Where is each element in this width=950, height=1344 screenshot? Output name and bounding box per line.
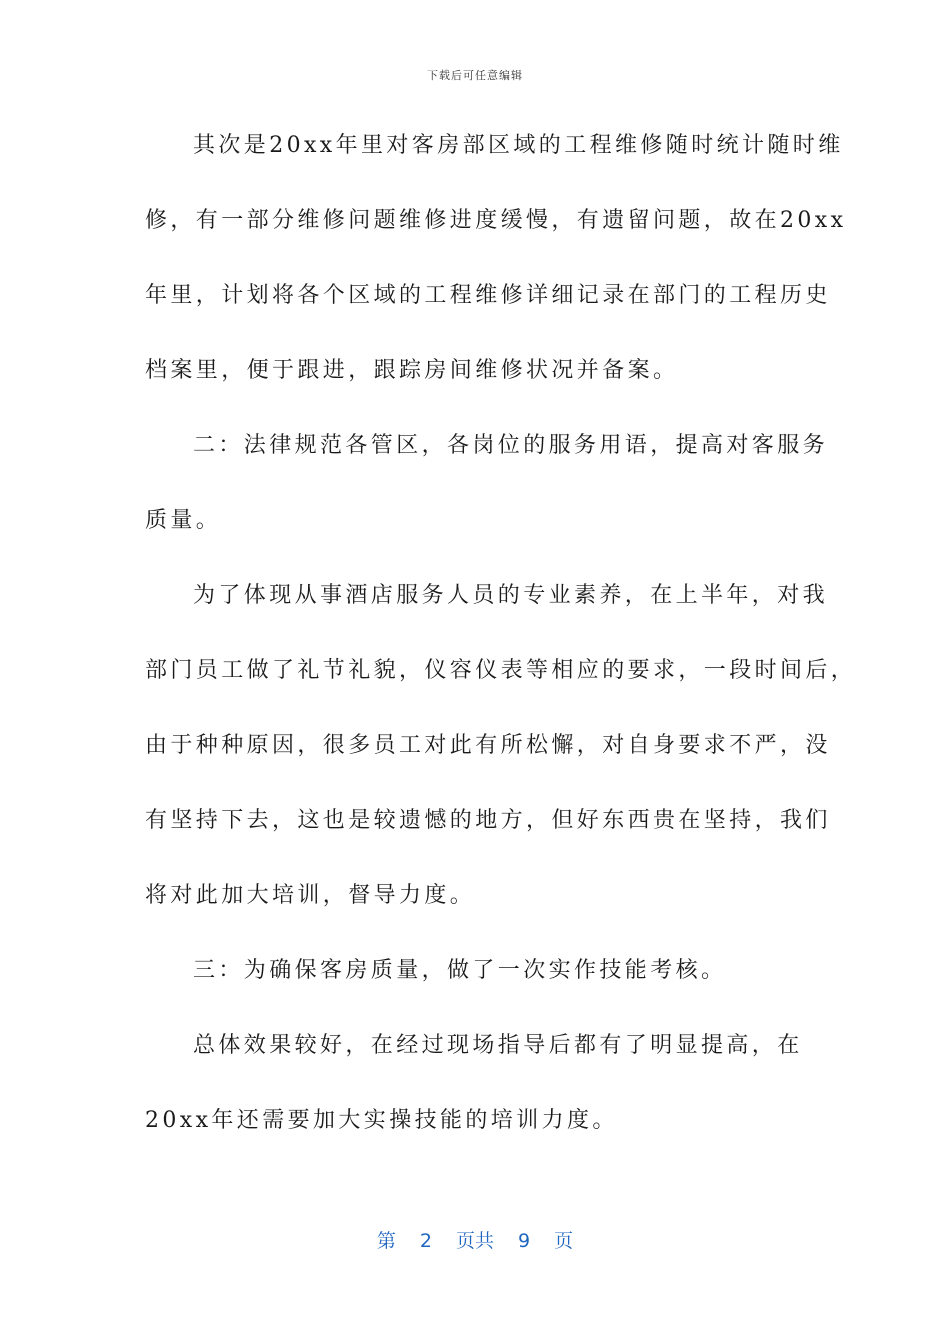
paragraph-line: 由于种种原因，很多员工对此有所松懈，对自身要求不严，没: [145, 733, 831, 758]
page-number-footer: [0, 1226, 950, 1253]
header-note: 下载后可任意编辑: [427, 69, 523, 82]
section-heading-line: 三：为确保客房质量，做了一次实作技能考核。: [193, 958, 727, 983]
paragraph-line: 有坚持下去，这也是较遗憾的地方，但好东西贵在坚持，我们: [145, 808, 831, 833]
section-heading-line: 二：法律规范各管区，各岗位的服务用语，提高对客服务: [193, 433, 829, 458]
paragraph-line: 修，有一部分维修问题维修进度缓慢，有遗留问题，故在20xx: [145, 208, 847, 233]
total-pages-number: 9: [518, 1230, 531, 1252]
paragraph-line: 总体效果较好，在经过现场指导后都有了明显提高，在: [193, 1033, 803, 1058]
page-suffix: 页: [554, 1230, 574, 1252]
paragraph-line: 将对此加大培训，督导力度。: [145, 883, 476, 908]
current-page-number: 2: [419, 1230, 432, 1252]
page-middle-text: 页共: [455, 1230, 494, 1252]
paragraph-line: 其次是20xx年里对客房部区域的工程维修随时统计随时维: [193, 133, 844, 158]
section-heading-line: 质量。: [145, 508, 222, 533]
paragraph-line: 为了体现从事酒店服务人员的专业素养，在上半年，对我: [193, 583, 829, 608]
paragraph-line: 档案里，便于跟进，跟踪房间维修状况并备案。: [145, 358, 679, 383]
paragraph-line: 部门员工做了礼节礼貌，仪容仪表等相应的要求，一段时间后，: [145, 658, 857, 683]
page-prefix: 第: [376, 1230, 396, 1252]
paragraph-line: 年里，计划将各个区域的工程维修详细记录在部门的工程历史: [145, 283, 831, 308]
document-body: [145, 123, 857, 1173]
paragraph-line: 20xx年还需要加大实操技能的培训力度。: [145, 1108, 618, 1133]
